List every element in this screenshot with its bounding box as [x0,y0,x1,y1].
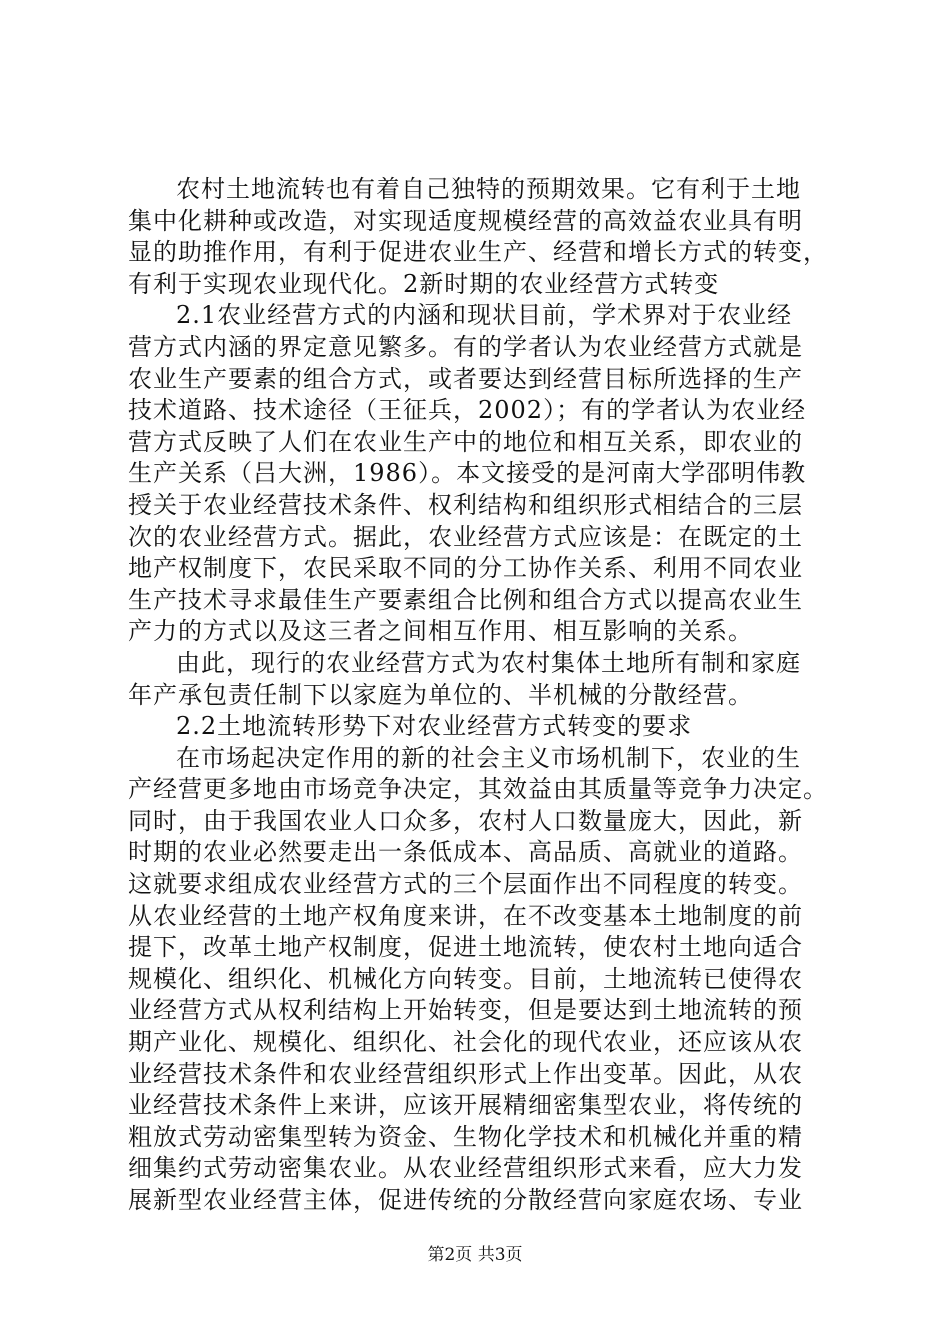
page-footer [0,1244,950,1266]
paragraph-line: 集中化耕种或改造，对实现适度规模经营的高效益农业具有明 [128,206,803,235]
paragraph-line: 时期的农业必然要走出一条低成本、高品质、高就业的道路。 [128,838,803,867]
paragraph-line: 显的助推作用，有利于促进农业生产、经营和增长方式的转变， [128,238,828,267]
paragraph-line: 产经营更多地由市场竞争决定，其效益由其质量等竞争力决定。 [128,775,828,804]
paragraph-line: 年产承包责任制下以家庭为单位的、半机械的分散经营。 [128,680,753,709]
paragraph-line: 规模化、组织化、机械化方向转变。目前，土地流转已使得农 [128,964,803,993]
paragraph-line: 次的农业经营方式。据此，农业经营方式应该是：在既定的土 [128,522,803,551]
paragraph-line: 农村土地流转也有着自己独特的预期效果。它有利于土地 [176,175,801,203]
paragraph-line: 业经营方式从权利结构上开始转变，但是要达到土地流转的预 [128,996,803,1025]
paragraph-line: 产力的方式以及这三者之间相互作用、相互影响的关系。 [128,617,753,646]
section-heading-line: 2.2土地流转形势下对农业经营方式转变的要求 [176,712,693,741]
paragraph-line: 业经营技术条件上来讲，应该开展精细密集型农业，将传统的 [128,1091,803,1120]
paragraph-line: 提下，改革土地产权制度，促进土地流转，使农村土地向适合 [128,933,803,962]
paragraph-line: 营方式反映了人们在农业生产中的地位和相互关系，即农业的 [128,427,803,456]
paragraph-line: 生产关系（吕大洲，1986）。本文接受的是河南大学邵明伟教 [128,459,807,488]
paragraph-line: 细集约式劳动密集农业。从农业经营组织形式来看，应大力发 [128,1154,803,1183]
paragraph-line: 粗放式劳动密集型转为资金、生物化学技术和机械化并重的精 [128,1122,803,1151]
paragraph-line: 在市场起决定作用的新的社会主义市场机制下，农业的生 [176,743,801,772]
paragraph-line: 由此，现行的农业经营方式为农村集体土地所有制和家庭 [176,648,801,677]
document-body [128,174,843,1217]
paragraph-line: 授关于农业经营技术条件、权利结构和组织形式相结合的三层 [128,490,803,519]
paragraph-line: 这就要求组成农业经营方式的三个层面作出不同程度的转变。 [128,870,803,899]
paragraph-line: 生产技术寻求最佳生产要素组合比例和组合方式以提高农业生 [128,585,803,614]
page-number-label: 第2页 共3页 [427,1245,523,1265]
paragraph-line: 展新型农业经营主体，促进传统的分散经营向家庭农场、专业 [128,1186,803,1214]
paragraph-line: 从农业经营的土地产权角度来讲，在不改变基本土地制度的前 [128,901,803,930]
paragraph-line: 营方式内涵的界定意见繁多。有的学者认为农业经营方式就是 [128,332,803,361]
paragraph-line: 地产权制度下，农民采取不同的分工协作关系、利用不同农业 [128,554,803,583]
paragraph-line: 技术道路、技术途径（王征兵，2002）；有的学者认为农业经 [128,396,807,425]
paragraph-line: 同时，由于我国农业人口众多，农村人口数量庞大，因此，新 [128,806,803,835]
paragraph-line: 有利于实现农业现代化。2新时期的农业经营方式转变 [128,269,720,298]
paragraph-line: 农业生产要素的组合方式，或者要达到经营目标所选择的生产 [128,364,803,393]
section-heading-line: 2.1农业经营方式的内涵和现状目前，学术界对于农业经 [176,301,793,330]
paragraph-line: 期产业化、规模化、组织化、社会化的现代农业，还应该从农 [128,1028,803,1057]
paragraph-line: 业经营技术条件和农业经营组织形式上作出变革。因此，从农 [128,1059,803,1088]
